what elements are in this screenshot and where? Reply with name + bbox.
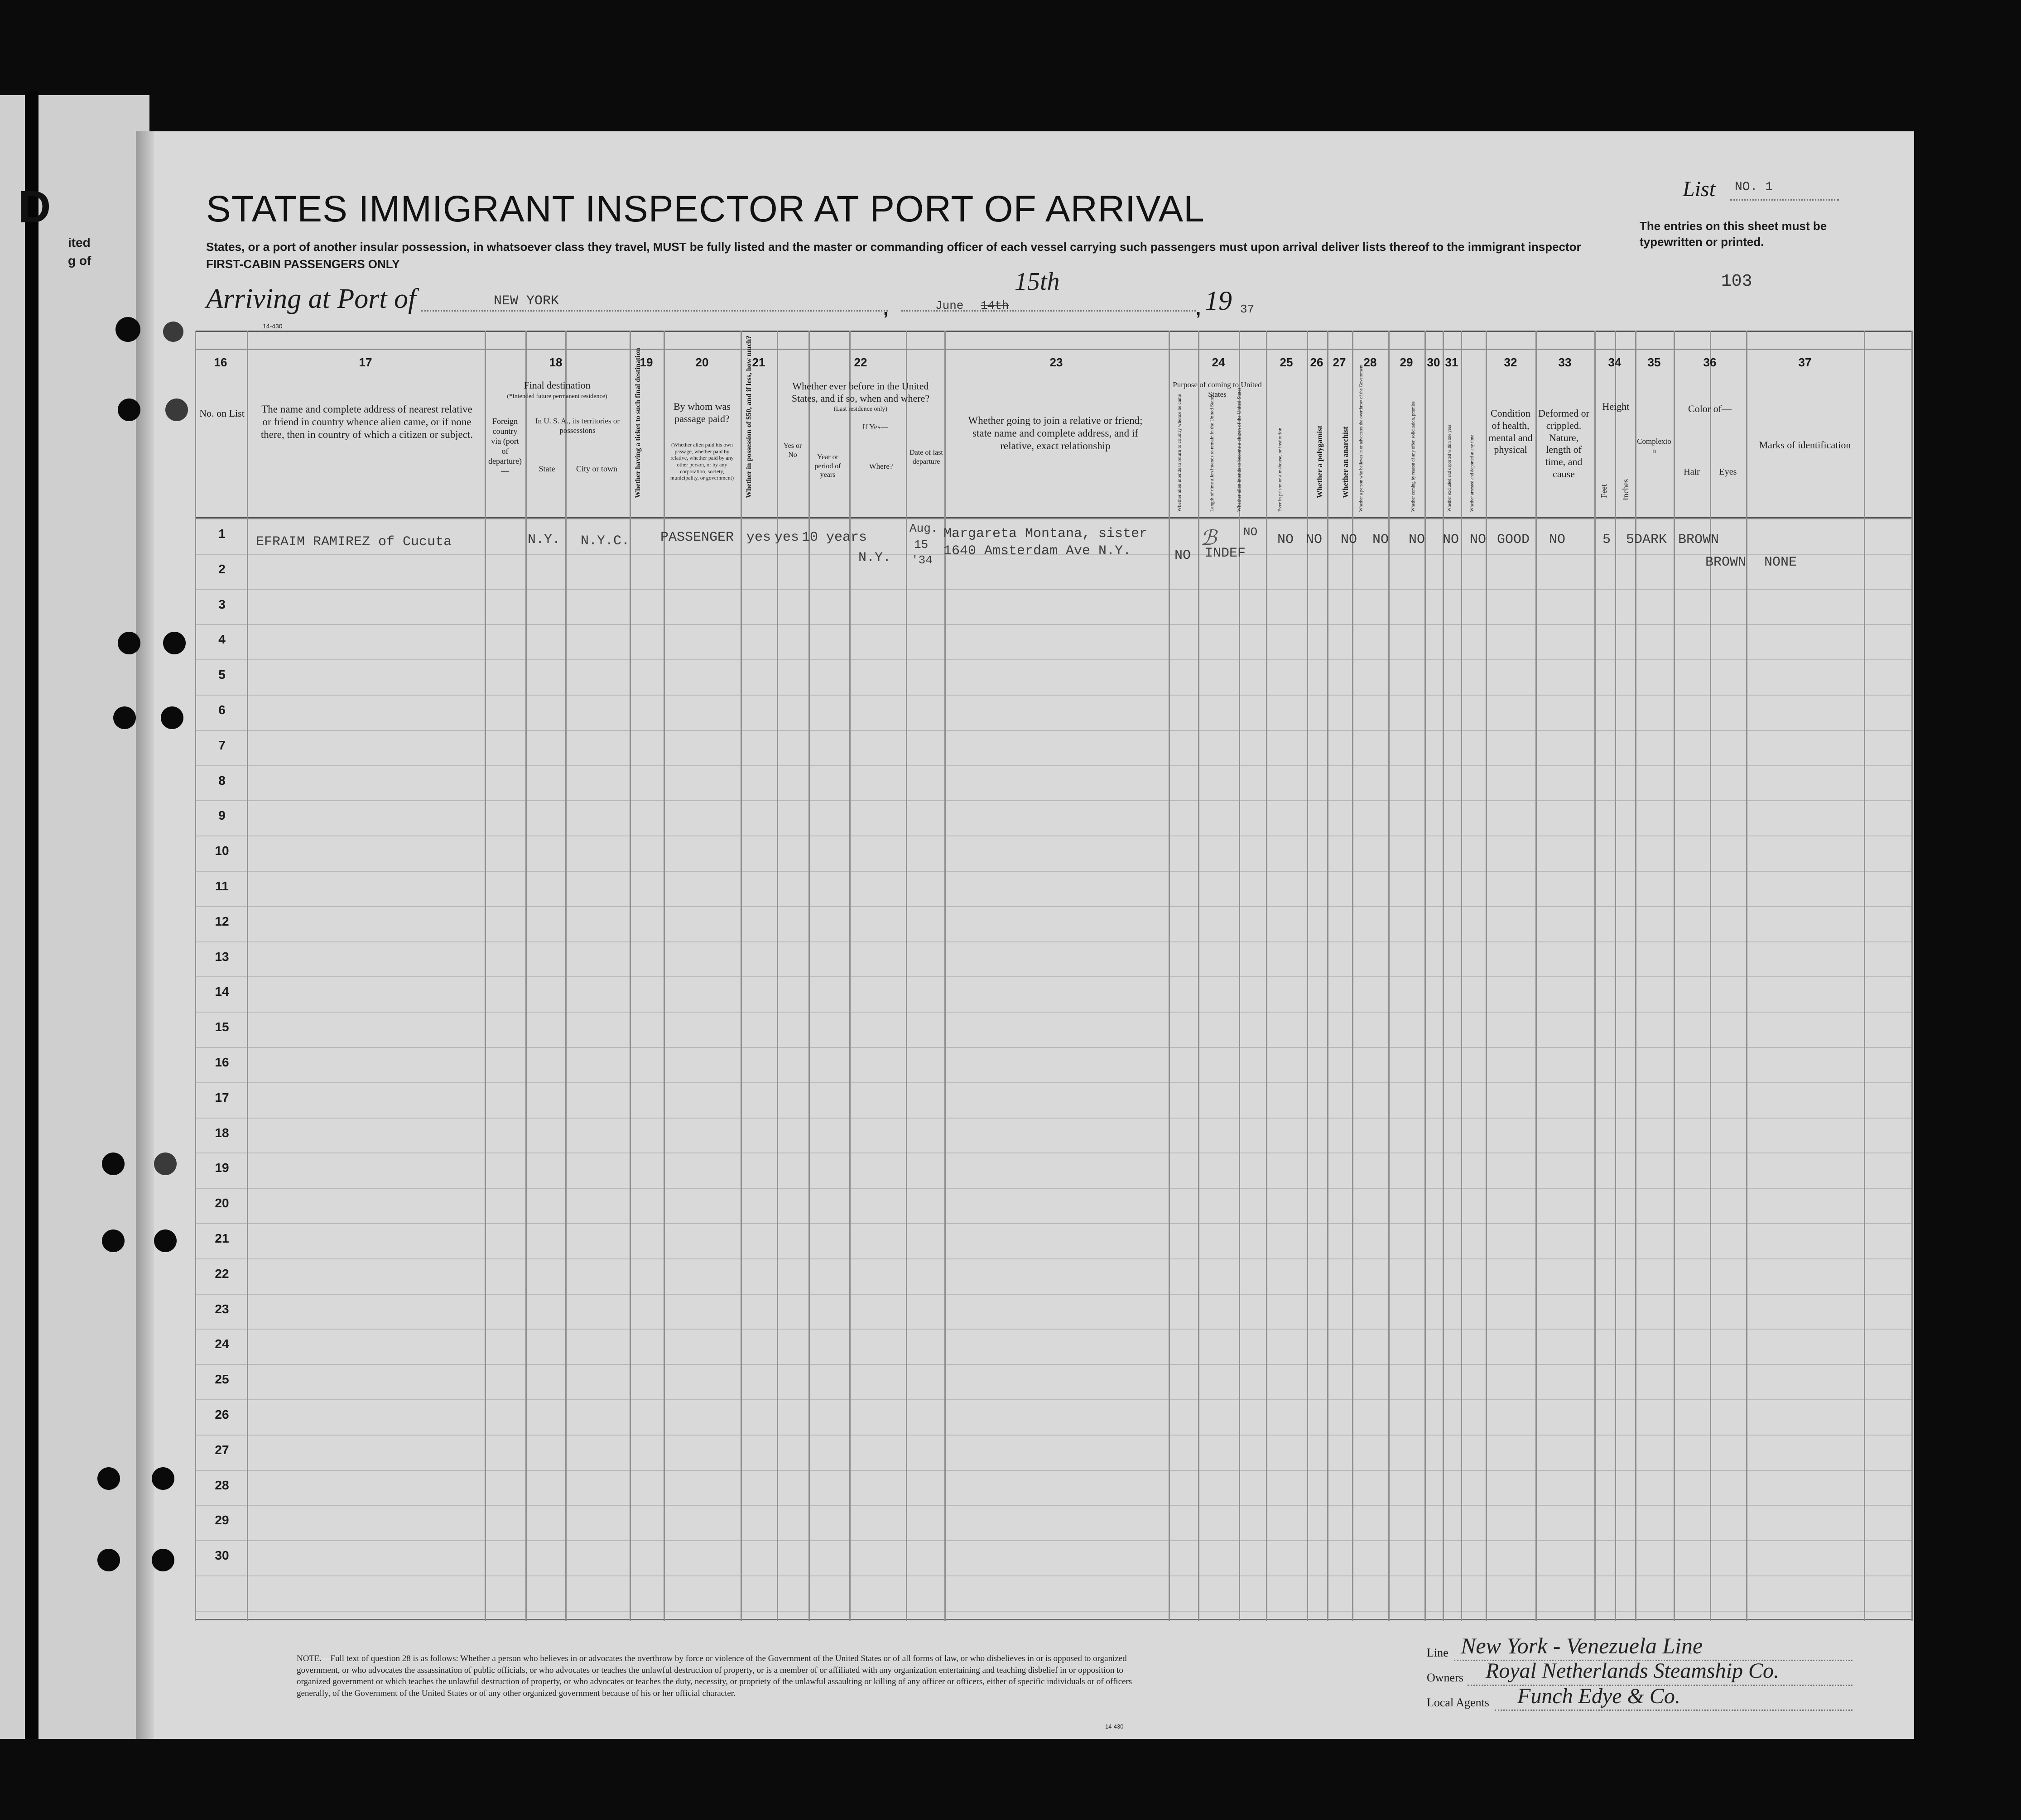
entry-hair: BROWN — [1678, 532, 1719, 547]
row-number: 3 — [218, 597, 226, 611]
row-number: 12 — [215, 914, 229, 928]
punch-hole — [152, 1549, 174, 1571]
header-purpose-return: Whether alien intends to return to country whence he came — [1177, 394, 1182, 512]
entry-name: EFRAIM RAMIREZ of Cucuta — [256, 534, 452, 550]
date-month: June — [935, 299, 964, 312]
column-rule — [1535, 331, 1537, 1621]
row-number: 5 — [218, 667, 226, 682]
row-rule — [195, 1575, 1911, 1576]
entry-overthrow: NO — [1372, 532, 1389, 547]
header-final-destination-sub: (*Intended future permanent residence) — [507, 393, 607, 400]
owners-label: Owners — [1427, 1671, 1463, 1684]
entry-inches: 5 — [1626, 532, 1635, 547]
form-subline: States, or a port of another insular possession, in whatsoever class they travel, MUST be fully listed and the master or commanding officer of each vessel carrying such passengers must upon arrival deliver lists thereof to the immigrant inspector — [206, 240, 1581, 254]
entry-paid-by: PASSENGER — [660, 530, 734, 545]
row-rule — [195, 1611, 1911, 1612]
entry-polygamist: NO — [1306, 532, 1323, 547]
column-number: 18 — [549, 355, 563, 369]
form-title: STATES IMMIGRANT INSPECTOR AT PORT OF ARRIVAL — [206, 188, 1205, 230]
column-number: 34 — [1608, 355, 1622, 369]
punch-hole — [102, 1229, 125, 1252]
column-rule — [1746, 331, 1747, 1621]
first-cabin-label: FIRST-CABIN PASSENGERS ONLY — [206, 257, 400, 271]
form-code-bottom: 14-430 — [1105, 1723, 1124, 1730]
column-rule — [741, 331, 742, 1621]
row-number: 25 — [215, 1372, 229, 1387]
handwritten-mark: ℬ — [1200, 526, 1217, 549]
entries-note: The entries on this sheet must be typewritten or printed. — [1640, 219, 1827, 249]
row-number: 7 — [218, 738, 226, 752]
header-purpose-citizen: Whether alien intends to become a citizen of the United States — [1237, 387, 1242, 512]
column-rule — [1352, 331, 1353, 1621]
header-anarchist: Whether an anarchist — [1341, 426, 1350, 498]
row-rule — [195, 1364, 1911, 1365]
header-deformed: Deformed or crippled. Nature, length of time, and cause — [1538, 408, 1589, 480]
row-rule — [195, 765, 1911, 766]
row-rule — [195, 1082, 1911, 1083]
header-final-destination: Final destination — [524, 379, 591, 391]
arriving-label: Arriving at Port of — [206, 283, 416, 314]
header-excluded: Whether excluded and deported within one year — [1447, 424, 1452, 512]
header-feet: Feet — [1599, 484, 1608, 498]
date-comma-2: , — [1196, 299, 1201, 319]
column-rule — [664, 331, 665, 1621]
row-rule — [195, 1540, 1911, 1541]
line-value: New York - Venezuela Line — [1461, 1633, 1703, 1658]
row-rule — [195, 695, 1911, 696]
punch-hole — [163, 322, 183, 342]
column-rule — [1239, 331, 1240, 1621]
column-number: 16 — [214, 355, 227, 369]
column-number: 28 — [1363, 355, 1377, 369]
header-hair: Hair — [1684, 467, 1700, 477]
column-number: 20 — [695, 355, 709, 369]
entry-complexion: DARK — [1634, 532, 1667, 547]
date-comma: , — [883, 299, 889, 319]
column-rule — [777, 331, 778, 1621]
column-rule — [849, 331, 851, 1621]
row-number: 16 — [215, 1055, 229, 1069]
row-number: 1 — [218, 527, 226, 541]
column-number: 25 — [1280, 355, 1293, 369]
entry-city: N.Y.C. — [581, 533, 630, 549]
table-top-rule — [195, 331, 1911, 332]
row-rule — [195, 1118, 1911, 1119]
manifest-page — [149, 131, 1914, 1739]
row-number: 6 — [218, 703, 226, 717]
header-where: Where? — [869, 462, 893, 471]
punch-hole — [113, 706, 136, 729]
entry-date-month: Aug. — [909, 522, 938, 535]
row-number: 9 — [218, 808, 226, 823]
agents-value: Funch Edye & Co. — [1517, 1684, 1680, 1708]
row-number: 30 — [215, 1548, 229, 1563]
entry-join-address: 1640 Amsterdam Ave N.Y. — [943, 543, 1131, 559]
row-number: 23 — [215, 1301, 229, 1316]
row-rule — [195, 871, 1911, 872]
column-rule — [1307, 331, 1308, 1621]
page-fold — [136, 131, 154, 1739]
punch-hole — [152, 1467, 174, 1490]
row-number: 29 — [215, 1513, 229, 1527]
entry-prison: NO — [1277, 532, 1294, 547]
row-number: 4 — [218, 632, 226, 647]
column-number: 30 — [1427, 355, 1440, 369]
column-number: 29 — [1400, 355, 1413, 369]
row-number: 20 — [215, 1196, 229, 1210]
punch-hole — [118, 632, 140, 654]
list-line — [1730, 199, 1839, 201]
header-ticket: Whether having a ticket to such final destination — [634, 348, 642, 498]
header-complexion: Complexion — [1637, 437, 1671, 455]
punch-hole — [97, 1549, 120, 1571]
sheet-number: 103 — [1721, 272, 1752, 291]
row-number: 22 — [215, 1266, 229, 1281]
column-rule — [565, 331, 567, 1621]
row-rule — [195, 1258, 1911, 1259]
column-rule — [630, 331, 631, 1621]
row-rule — [195, 1188, 1911, 1189]
entry-deformed: NO — [1549, 532, 1566, 547]
left-page-line-2: g of — [68, 254, 91, 268]
header-purpose-length: Length of time alien intends to remain in the United States — [1209, 395, 1215, 512]
header-height: Height — [1602, 401, 1630, 412]
column-rule — [1198, 331, 1199, 1621]
header-join-relative: Whether going to join a relative or friend; state name and complete address, and if relative, exact relationship — [968, 415, 1143, 452]
header-inches: Inches — [1621, 479, 1630, 500]
header-foreign-country: Foreign country via (port of departure)— — [488, 417, 522, 475]
footer-note: NOTE.—Full text of question 28 is as follows: Whether a person who believes in or advocates the overthrow by force or violence of the Government of the United States or of all forms of law, or who disbelieves in or is opposed to organized government, or who advocates the assassination of public officials, or who advocates or teaches the unlawful destruction of property, or is a member of or affiliated with any organization entertaining and teaching disbelief in or opposition to organized government or which teaches the unlawful destruction of property, or who advocates or teaches the duty, necessity, or propriety of the unlawful assaulting or killing of any officer or officers, either of specific individuals or of officers generally, of the Government of the United States or of any other organized government because of his or her official character. — [297, 1654, 1132, 1698]
row-rule — [195, 1399, 1911, 1400]
row-number: 26 — [215, 1407, 229, 1421]
entry-health: GOOD — [1497, 532, 1530, 547]
column-rule — [1388, 331, 1390, 1621]
column-rule — [808, 331, 810, 1621]
header-offer: Whether coming by reason of any offer, solicitation, promise — [1411, 401, 1416, 512]
header-in-usa: In U. S. A., its territories or possessions — [535, 417, 620, 435]
row-rule — [195, 1329, 1911, 1330]
book-spine — [25, 91, 38, 1739]
line-label: Line — [1427, 1646, 1448, 1659]
header-no-on-list: No. on List — [199, 408, 245, 419]
entry-feet: 5 — [1602, 532, 1611, 547]
header-overthrow: Whether a person who believes in or advocates the overthrow of the Government — [1359, 365, 1364, 512]
header-state: State — [539, 464, 555, 473]
row-number: 27 — [215, 1442, 229, 1457]
column-number: 36 — [1703, 355, 1717, 369]
header-arrested: Whether arrested and deported at any time — [1470, 435, 1475, 512]
header-color-of: Color of— — [1688, 403, 1732, 414]
header-yes-no: Yes or No — [783, 442, 802, 459]
row-rule — [195, 800, 1911, 801]
form-code-top: 14-430 — [263, 322, 283, 330]
entry-where: N.Y. — [858, 550, 891, 566]
entry-state: N.Y. — [528, 532, 561, 547]
row-rule — [195, 624, 1911, 625]
punch-hole — [154, 1229, 177, 1252]
punch-hole — [118, 399, 140, 421]
column-rule — [1911, 331, 1913, 1621]
column-rule — [1424, 331, 1426, 1621]
column-rule — [1443, 331, 1444, 1621]
row-number: 10 — [215, 844, 229, 858]
column-rule — [1864, 331, 1865, 1621]
entry-eyes: BROWN — [1705, 555, 1747, 570]
row-number: 15 — [215, 1020, 229, 1034]
header-city: City or town — [576, 464, 617, 473]
entry-excluded: NO — [1443, 532, 1459, 547]
entry-before: yes — [775, 530, 799, 545]
list-value: NO. 1 — [1735, 180, 1773, 194]
row-rule — [195, 1505, 1911, 1506]
column-rule — [1674, 331, 1675, 1621]
column-rule — [525, 331, 527, 1621]
row-rule — [195, 659, 1911, 660]
date-handwritten: 15th — [1015, 268, 1060, 296]
header-year-period: Year or period of years — [814, 453, 841, 479]
column-rule — [247, 331, 248, 1621]
column-rule — [1266, 331, 1267, 1621]
row-rule — [195, 1435, 1911, 1436]
row-rule — [195, 1294, 1911, 1295]
column-number: 37 — [1798, 355, 1812, 369]
row-number: 19 — [215, 1161, 229, 1175]
column-number: 33 — [1558, 355, 1572, 369]
row-number: 8 — [218, 773, 226, 788]
row-number: 18 — [215, 1125, 229, 1140]
entry-join-name: Margareta Montana, sister — [943, 526, 1148, 542]
column-number: 21 — [752, 355, 765, 369]
row-rule — [195, 941, 1911, 942]
row-rule — [195, 1223, 1911, 1224]
row-rule — [195, 1470, 1911, 1471]
row-number: 13 — [215, 949, 229, 964]
column-number: 19 — [640, 355, 653, 369]
punch-hole — [115, 317, 140, 342]
column-rule — [1169, 331, 1170, 1621]
row-number: 2 — [218, 562, 226, 576]
header-nearest-relative: The name and complete address of nearest relative or friend in country whence alien came, or if none there, then in country of which a citizen or subject. — [260, 403, 473, 441]
header-fifty-dollars: Whether in possession of $50, and if less, how much? — [745, 335, 753, 498]
entry-date-year: '34 — [911, 553, 933, 567]
row-rule — [195, 1047, 1911, 1048]
column-rule — [1327, 331, 1328, 1621]
punch-hole — [165, 399, 188, 421]
agents-underline — [1495, 1710, 1853, 1711]
entry-anarchist: NO — [1341, 532, 1357, 547]
column-number: 31 — [1445, 355, 1458, 369]
entry-date-day: 15 — [914, 538, 929, 552]
column-rule — [906, 331, 907, 1621]
entry-purpose-length: INDEF — [1205, 546, 1246, 561]
header-passage-paid-sub: (Whether alien paid his own passage, whether paid by relative, whether paid by any other person, or by any corporation, society, municipality, or government) — [670, 442, 734, 481]
row-number: 21 — [215, 1231, 229, 1245]
port-value: NEW YORK — [494, 293, 559, 309]
column-rule — [485, 331, 486, 1621]
column-number: 24 — [1212, 355, 1225, 369]
header-date-last-departure: Date of last departure — [909, 449, 943, 466]
punch-hole — [154, 1153, 177, 1175]
column-rule — [1594, 331, 1596, 1621]
row-number: 17 — [215, 1090, 229, 1104]
header-before-sub: (Last residence only) — [833, 406, 888, 413]
table-bottom-rule — [195, 1619, 1911, 1620]
column-rule — [1635, 331, 1636, 1621]
row-rule — [195, 906, 1911, 907]
column-rule — [195, 331, 196, 1621]
row-number: 28 — [215, 1478, 229, 1492]
list-label: List — [1683, 177, 1716, 201]
header-marks: Marks of identification — [1759, 439, 1851, 451]
header-purpose: Purpose of coming to United States — [1173, 380, 1262, 399]
table-colnum-rule — [195, 349, 1911, 350]
column-rule — [1710, 331, 1711, 1621]
column-number: 22 — [854, 355, 867, 369]
row-rule — [195, 589, 1911, 590]
row-number: 24 — [215, 1337, 229, 1351]
punch-hole — [163, 632, 186, 654]
column-rule — [944, 331, 946, 1621]
column-rule — [1486, 331, 1487, 1621]
column-number: 17 — [359, 355, 372, 369]
punch-hole — [161, 706, 183, 729]
owners-value: Royal Netherlands Steamship Co. — [1486, 1659, 1779, 1683]
left-page-title: D — [18, 182, 51, 232]
punch-hole — [102, 1153, 125, 1175]
column-number: 23 — [1049, 355, 1063, 369]
header-if-yes: If Yes— — [862, 423, 888, 431]
header-polygamist: Whether a polygamist — [1315, 425, 1324, 498]
year-suffix: 37 — [1240, 303, 1255, 316]
header-prison: Ever in prison or almshouse, or institution — [1277, 427, 1283, 512]
entry-purpose-return: NO — [1174, 548, 1191, 563]
row-number: 11 — [215, 879, 229, 893]
header-health: Condition of health, mental and physical — [1488, 408, 1533, 456]
column-number: 32 — [1504, 355, 1517, 369]
agents-label: Local Agents — [1427, 1696, 1489, 1709]
entry-years: 10 years — [802, 530, 867, 545]
entry-purpose-citizen: NO — [1243, 525, 1258, 539]
column-rule — [1615, 331, 1616, 1621]
entry-fifty: yes — [746, 530, 771, 545]
row-rule — [195, 1012, 1911, 1013]
header-before-in-us: Whether ever before in the United States, and if so, when and where? — [791, 380, 930, 404]
entry-arrested: NO — [1470, 532, 1487, 547]
column-rule — [1461, 331, 1462, 1621]
header-eyes: Eyes — [1719, 467, 1737, 477]
column-number: 27 — [1333, 355, 1346, 369]
left-page-line-1: ited — [68, 235, 91, 250]
column-number: 35 — [1647, 355, 1661, 369]
port-line — [421, 310, 888, 312]
year-prefix: 19 — [1205, 286, 1232, 316]
date-struck: 14th — [981, 299, 1009, 312]
column-number: 26 — [1310, 355, 1323, 369]
punch-hole — [97, 1467, 120, 1490]
entry-marks: NONE — [1764, 555, 1797, 570]
row-number: 14 — [215, 984, 229, 999]
header-passage-paid: By whom was passage paid? — [674, 401, 731, 424]
row-rule — [195, 976, 1911, 977]
row-rule — [195, 730, 1911, 731]
entry-offer: NO — [1409, 532, 1425, 547]
